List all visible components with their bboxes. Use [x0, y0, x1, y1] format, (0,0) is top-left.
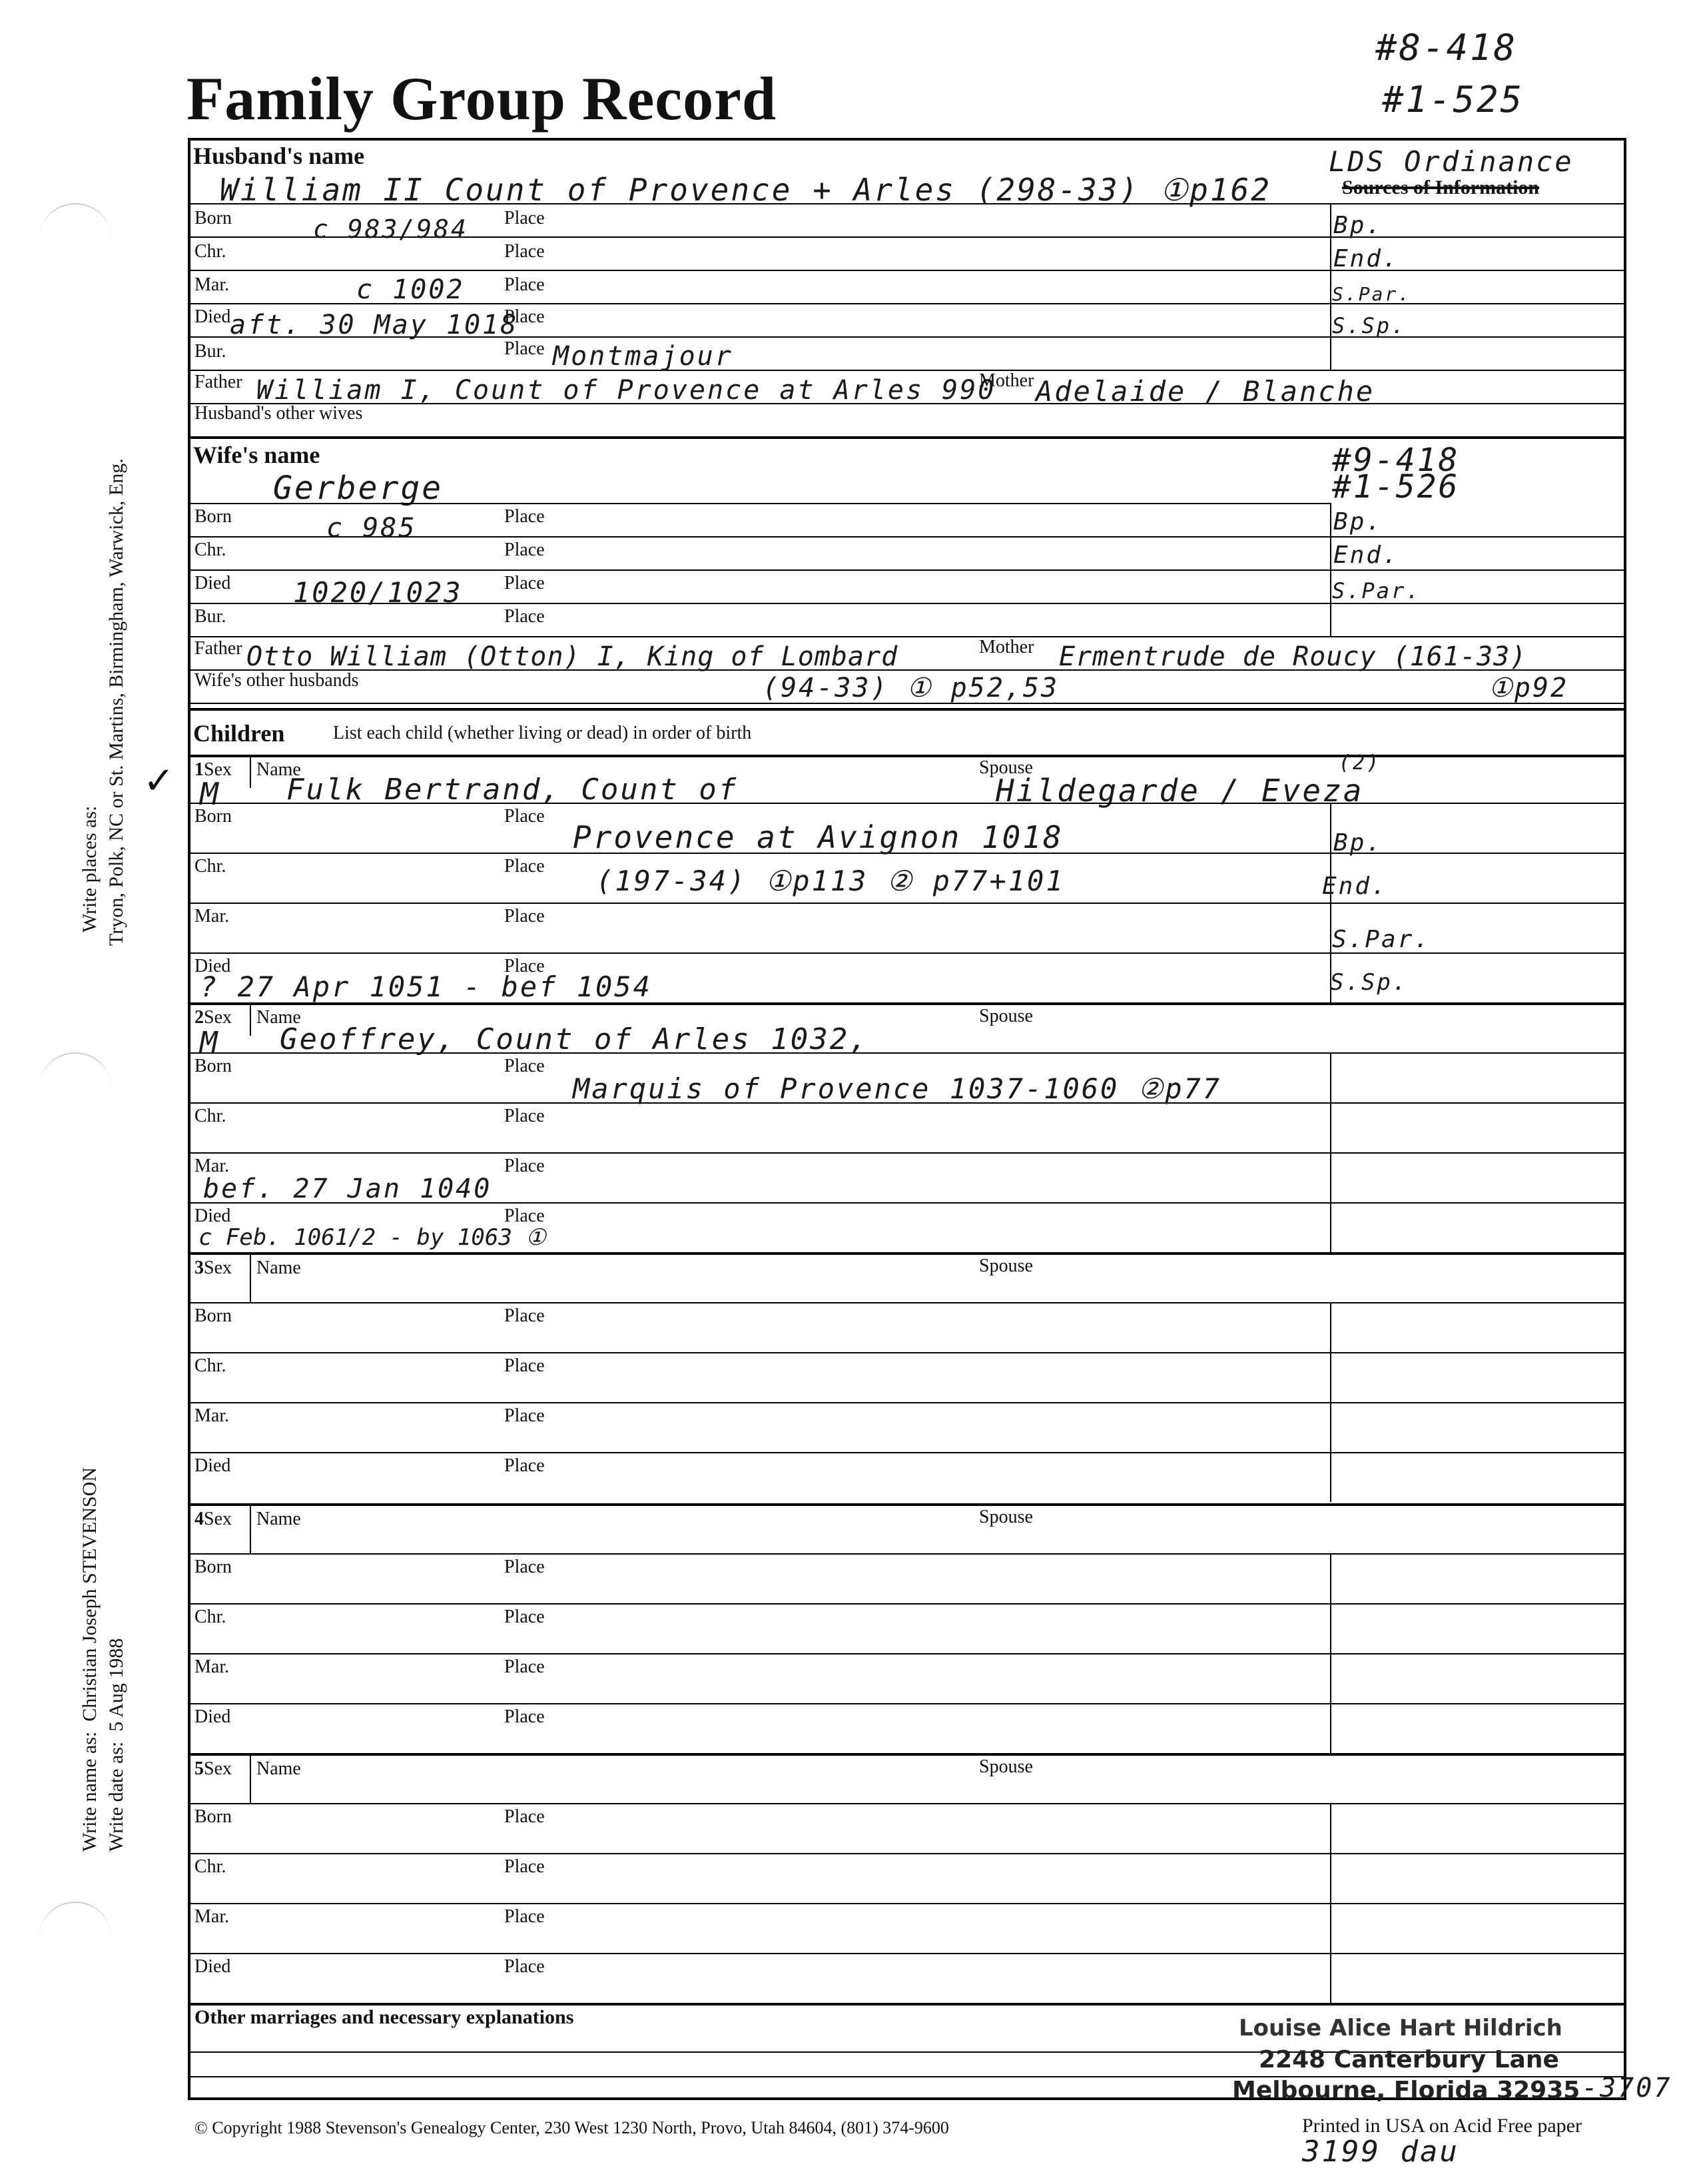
child-2-chr-label: Chr.	[194, 1106, 226, 1126]
child-3-born-place-label: Place	[504, 1305, 545, 1326]
child-2-divider	[188, 1002, 1626, 1005]
child-5-died-place-label: Place	[504, 1956, 545, 1977]
child-3-rule	[188, 1352, 1626, 1353]
child-1-chr-place-value: (197-34) ①p113 ② p77+101	[596, 865, 1065, 897]
child-2-chr-place-label: Place	[504, 1106, 545, 1126]
husband-mother-label: Mother	[979, 370, 1034, 391]
child-4-rule	[188, 1553, 1626, 1555]
child-1-num-rule	[250, 755, 251, 788]
wife-other-husbands-label: Wife's other husbands	[194, 670, 359, 691]
child-2-born-label: Born	[194, 1056, 232, 1076]
wife-born-place-label: Place	[504, 506, 545, 527]
child-1-died-label: Died	[194, 956, 231, 976]
name-instruction: Write name as: Christian Joseph STEVENSON	[79, 1467, 101, 1852]
child-5-chr-label: Chr.	[194, 1856, 226, 1877]
page-title: Family Group Record	[186, 65, 777, 133]
child-2-name-label: Name	[256, 1007, 301, 1028]
top-ref-1: #8-418	[1375, 27, 1518, 69]
child-1-born-place-label: Place	[504, 806, 545, 827]
child-3-spouse-label: Spouse	[979, 1256, 1033, 1276]
child-2-sex: M	[200, 1026, 220, 1060]
child-3-chr-place-label: Place	[504, 1355, 545, 1376]
wife-bur-place-label: Place	[504, 606, 545, 627]
child-4-num-rule	[250, 1503, 251, 1553]
child-4-died-label: Died	[194, 1706, 231, 1727]
child-1-died-place-label: Place	[504, 956, 545, 976]
top-ref-2: #1-525	[1382, 79, 1525, 121]
child-5-num-rule	[250, 1753, 251, 1803]
child-2-rule	[188, 1152, 1626, 1154]
child-3-died-label: Died	[194, 1455, 231, 1476]
children-instructions: List each child (whether living or dead) in order of birth	[333, 723, 752, 743]
wife-father-label: Father	[194, 638, 242, 659]
child-4-divider	[188, 1503, 1626, 1506]
address-stamp-extra: -3707	[1582, 2073, 1672, 2103]
child-4-sources-rule	[1330, 1553, 1331, 1753]
child-2-sources-rule	[1330, 1052, 1331, 1252]
wife-father-ref: (94-33) ① p52,53	[763, 673, 1060, 703]
child-2-mar-label: Mar.	[194, 1156, 230, 1176]
child-4-chr-place-label: Place	[504, 1607, 545, 1627]
child-4-name-label: Name	[256, 1509, 301, 1529]
child-1-born-label: Born	[194, 806, 232, 827]
husband-section-label: Husband's name	[193, 143, 365, 169]
lds-ordinance-note: LDS Ordinance	[1329, 145, 1574, 178]
child-4-rule	[188, 1603, 1626, 1605]
child-1-spouse-label: Spouse	[979, 757, 1033, 778]
address-stamp-line-3: Melbourne, Florida 32935	[1232, 2077, 1580, 2104]
child-3-mar-label: Mar.	[194, 1405, 230, 1426]
punch-hole-middle	[39, 1052, 112, 1107]
checkmark: ✓	[143, 759, 174, 803]
child-5-divider	[188, 1753, 1626, 1756]
wife-mother-value: Ermentrude de Roucy (161-33)	[1059, 641, 1527, 672]
child-3-rule	[188, 1452, 1626, 1453]
child-4-mar-place-label: Place	[504, 1656, 545, 1677]
children-section-label: Children	[193, 720, 285, 747]
wife-rule	[188, 503, 1330, 504]
wife-died-value: 1020/1023	[293, 576, 463, 609]
sources-column-rule	[1330, 203, 1331, 370]
child-5-rule	[188, 1853, 1626, 1854]
husband-bur-place-value: Montmajour	[553, 341, 733, 372]
wife-father-value: Otto William (Otton) I, King of Lombard	[246, 641, 898, 672]
wife-mother-label: Mother	[979, 637, 1034, 657]
husband-ordinance-bp: Bp.	[1333, 212, 1383, 239]
wife-sources-column-rule	[1330, 503, 1331, 636]
husband-ordinance-spar: S.Par.	[1332, 283, 1412, 305]
places-instruction: Write places as:	[79, 805, 101, 932]
husband-chr-label: Chr.	[194, 241, 226, 262]
child-5-born-place-label: Place	[504, 1806, 545, 1827]
child-3-number: 3Sex	[194, 1258, 232, 1278]
husband-father-label: Father	[194, 372, 242, 392]
child-1-chr-label: Chr.	[194, 856, 226, 877]
wife-chr-place-label: Place	[504, 540, 545, 560]
wife-ref-1: #9-418	[1332, 442, 1460, 479]
handwritten-note-bottom: 3199 dau	[1302, 2135, 1459, 2169]
husband-mar-label: Mar.	[194, 274, 230, 295]
husband-died-label: Died	[194, 306, 231, 327]
child-1-number: 1Sex	[194, 759, 232, 780]
child-1-rule	[188, 903, 1626, 904]
husband-rule	[188, 270, 1626, 271]
printed-notice: Printed in USA on Acid Free paper	[1302, 2115, 1582, 2137]
child-4-born-place-label: Place	[504, 1557, 545, 1577]
copyright-notice: © Copyright 1988 Stevenson's Genealogy Center, 230 West 1230 North, Provo, Utah 84604, (801) 374-9600	[194, 2118, 949, 2137]
child-3-num-rule	[250, 1252, 251, 1302]
wife-died-place-label: Place	[504, 573, 545, 593]
children-section-divider	[188, 708, 1626, 711]
other-marriages-divider	[188, 2003, 1626, 2005]
husband-ordinance-ssp: S.Sp.	[1332, 313, 1407, 338]
wife-name: Gerberge	[273, 470, 444, 507]
form-frame	[188, 138, 1626, 2100]
child-2-born-place-label: Place	[504, 1056, 545, 1076]
child-2-number: 2Sex	[194, 1007, 232, 1028]
child-5-rule	[188, 1953, 1626, 1954]
wife-ref-2: #1-526	[1332, 468, 1460, 506]
child-5-born-label: Born	[194, 1806, 232, 1827]
child-2-spouse-label: Spouse	[979, 1006, 1033, 1026]
child-4-rule	[188, 1703, 1626, 1704]
child-4-chr-label: Chr.	[194, 1607, 226, 1627]
child-1-spouse-note: (2)	[1339, 751, 1381, 775]
child-3-chr-label: Chr.	[194, 1355, 226, 1376]
child-1-mar-label: Mar.	[194, 906, 230, 926]
husband-ordinance-end: End.	[1333, 245, 1399, 272]
child-1-mar-place-label: Place	[504, 906, 545, 926]
child-3-name-label: Name	[256, 1258, 301, 1278]
child-5-mar-place-label: Place	[504, 1906, 545, 1927]
child-5-name-label: Name	[256, 1758, 301, 1779]
child-3-died-place-label: Place	[504, 1455, 545, 1476]
wife-bur-label: Bur.	[194, 606, 226, 627]
child-4-mar-label: Mar.	[194, 1656, 230, 1677]
husband-name: William II Count of Provence + Arles (298-33) ①p162	[220, 172, 1271, 208]
husband-bur-place-label: Place	[504, 338, 545, 359]
wife-chr-label: Chr.	[194, 540, 226, 560]
wife-born-label: Born	[194, 506, 232, 527]
wife-ordinance-bp: Bp.	[1333, 508, 1383, 536]
husband-mar-value: c 1002	[356, 274, 465, 305]
wife-section-divider	[188, 436, 1626, 439]
wife-born-value: c 985	[326, 513, 417, 544]
child-1-ordinance-bp: Bp.	[1333, 829, 1383, 857]
child-4-rule	[188, 1653, 1626, 1654]
husband-mother-value: Adelaide / Blanche	[1036, 375, 1375, 408]
child-5-number: 5Sex	[194, 1758, 232, 1779]
child-3-born-label: Born	[194, 1305, 232, 1326]
sources-label: Sources of Information	[1342, 177, 1540, 198]
child-2-mar-value: bef. 27 Jan 1040	[203, 1174, 492, 1204]
child-1-rule	[188, 803, 1626, 804]
child-2-mar-place-label: Place	[504, 1156, 545, 1176]
husband-rule	[188, 203, 1330, 204]
wife-ordinance-end: End.	[1333, 542, 1399, 569]
child-5-died-label: Died	[194, 1956, 231, 1977]
child-1-name: Fulk Bertrand, Count of	[286, 773, 739, 807]
child-5-spouse-label: Spouse	[979, 1756, 1033, 1777]
child-3-rule	[188, 1402, 1626, 1403]
child-5-chr-place-label: Place	[504, 1856, 545, 1877]
child-2-died-label: Died	[194, 1206, 231, 1226]
child-1-name-label: Name	[256, 759, 301, 780]
child-1-divider	[188, 755, 1626, 757]
child-4-spouse-label: Spouse	[979, 1507, 1033, 1527]
husband-died-place-label: Place	[504, 306, 545, 327]
child-1-sex: M	[200, 776, 220, 812]
child-3-mar-place-label: Place	[504, 1405, 545, 1426]
child-4-number: 4Sex	[194, 1509, 232, 1529]
child-1-chr-place-label: Place	[504, 856, 545, 877]
address-stamp-line-1: Louise Alice Hart Hildrich	[1239, 2015, 1562, 2041]
husband-born-place-label: Place	[504, 208, 545, 228]
child-3-rule	[188, 1302, 1626, 1303]
husband-born-label: Born	[194, 208, 232, 228]
child-1-ordinance-ssp: S.Sp.	[1330, 969, 1409, 996]
child-1-spouse: Hildegarde / Eveza	[996, 773, 1364, 809]
child-2-num-rule	[250, 1002, 251, 1036]
child-5-rule	[188, 1903, 1626, 1904]
child-1-died-value: ? 27 Apr 1051 - bef 1054	[200, 970, 652, 1003]
husband-born-value: c 983/984	[313, 214, 468, 244]
child-5-mar-label: Mar.	[194, 1906, 230, 1927]
husband-bur-label: Bur.	[194, 341, 226, 362]
wife-rule	[188, 569, 1626, 571]
child-4-born-label: Born	[194, 1557, 232, 1577]
wife-rule	[188, 636, 1626, 637]
address-stamp-line-2: 2248 Canterbury Lane	[1259, 2046, 1559, 2073]
wife-died-label: Died	[194, 573, 231, 593]
child-2-died-value: c Feb. 1061/2 - by 1063 ①	[198, 1224, 546, 1251]
husband-mar-place-label: Place	[504, 274, 545, 295]
punch-hole-bottom	[39, 1902, 112, 1956]
child-1-ordinance-spar: S.Par.	[1332, 926, 1431, 953]
child-5-rule	[188, 1803, 1626, 1804]
child-5-sources-rule	[1330, 1803, 1331, 2003]
child-1-ordinance-end: End.	[1322, 873, 1388, 900]
child-2-born-place-value: Marquis of Provence 1037-1060 ②p77	[573, 1072, 1222, 1105]
punch-hole-top	[39, 203, 112, 258]
husband-died-value: aft. 30 May 1018	[230, 310, 519, 340]
child-4-died-place-label: Place	[504, 1706, 545, 1727]
husband-rule	[188, 370, 1626, 371]
wife-mother-ref: ①p92	[1489, 673, 1569, 703]
places-example: Tryon, Polk, NC or St. Martins, Birmingham, Warwick, Eng.	[105, 458, 127, 946]
husband-chr-place-label: Place	[504, 241, 545, 262]
child-3-divider	[188, 1252, 1626, 1255]
husband-rule	[1330, 203, 1626, 204]
child-2-rule	[188, 1052, 1626, 1054]
wife-section-label: Wife's name	[193, 442, 320, 468]
husband-other-wives-label: Husband's other wives	[194, 403, 363, 424]
wife-ordinance-spar: S.Par.	[1332, 578, 1421, 603]
other-marriages-label: Other marriages and necessary explanations	[194, 2006, 574, 2028]
child-2-died-place-label: Place	[504, 1206, 545, 1226]
child-3-sources-rule	[1330, 1302, 1331, 1502]
child-1-born-place-value: Provence at Avignon 1018	[573, 819, 1064, 855]
husband-father-value: William I, Count of Provence at Arles 990	[256, 375, 996, 406]
child-2-name: Geoffrey, Count of Arles 1032,	[280, 1022, 869, 1056]
date-instruction: Write date as: 5 Aug 1988	[105, 1638, 127, 1852]
